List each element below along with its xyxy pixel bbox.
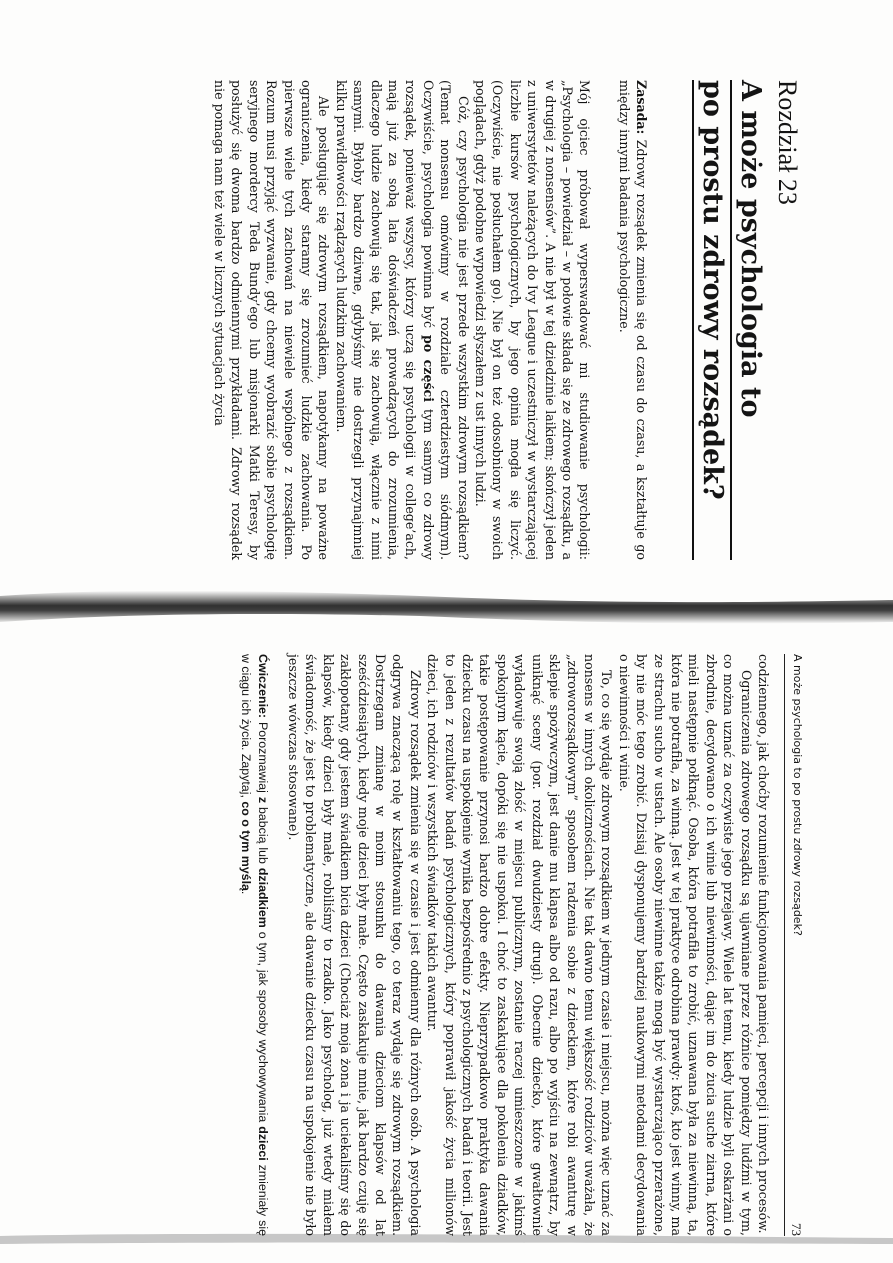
page-right: [88, 640, 808, 1250]
exercise-bold-1: z: [255, 796, 270, 804]
chapter-label: Rozdział 23: [773, 80, 802, 205]
left-paragraph-2-end: tym samym co zdrowy rozsądek, ponieważ wszyscy, którzy uczą się psychologii w college’ach, mają już za sobą lata doświadczeń prowadzących do zrozumienia, dlaczego ludzie zachowują się tak, jak się zachowują, włącznie z nimi samymi. Byłoby bardzo dziwne, gdybyśmy nie dostrzegli przynajmniej kilku prawidłowości rządzących ludzkim zachowaniem.: [333, 80, 436, 560]
chapter-title-line-1: A może psychologia to: [730, 80, 766, 560]
page-left: [88, 60, 808, 580]
right-paragraph-2: Ograniczenia zdrowego rozsądku są ujawniane przez różnice pomiędzy ludźmi w tym, co można uznać za oczywiste jego przejawy. Wiele lat temu, kiedy ludzie byli oskarżani o zbrodnie, decydowano o ich winie lub niewinności, dając im do żucia suche ziarna, które mieli następnie połknąć. Osoba, która potrafiła to zrobić, uznawana była za niewinną, ta, która nie potrafiła, za winną. Jest w tej praktyce odrobina prawdy: ktoś, kto jest winny, ma ze strachu sucho w ustach. Ale osoby niewinne także mogą być wystarczająco przerażone, by nie móc tego zrobić. Dzisiaj dysponujemy bardziej naukowymi metodami decydowania o niewinności i winie.: [616, 654, 754, 1236]
principle-text: Zdrowy rozsądek zmienia się od czasu do czasu, a kształtuje go między innymi badania psychologiczne.: [616, 80, 650, 560]
running-header-title: A może psychologia to po prostu zdrowy rozsądek?: [791, 654, 804, 936]
chapter-title-line-2: po prostu zdrowy rozsądek?: [692, 80, 728, 560]
right-paragraph-3: To, co się wydaje zdrowym rozsądkiem w jednym czasie i miejscu, można więc uznać za nonsens w innych okolicznościach. Nie tak dawno temu większość rodziców uważała, że „zdroworozsądkowym” sposobem radzenia sobie z dzieckiem, które robi awanturę w sklepie spożywczym, jest danie mu klapsa albo od razu, albo po wyjściu na zewnątrz, by uniknąć sceny (por. rozdział dwudziesty drugi). Obecnie dziecko, które gwałtownie wyładowuje swoją złość w miejscu publicznym, zostanie raczej umieszczone w jakimś spokojnym kącie, dopóki się nie uspokoi. I choć to zaskakujące dla pokolenia dziadków, takie postępowanie przynosi bardzo dobre efekty. Nieprzypadkowo praktyka dawania dziecku czasu na uspokojenie wynika bezpośrednio z psychologicznych badań i teorii. Jest to jeden z rezultatów badań psychologicznych, który poprawił jakość życia milionów dzieci, ich rodziców i wszystkich świadków takich awantur.: [425, 654, 615, 1236]
left-paragraph-2: [332, 80, 471, 560]
running-header: [784, 654, 804, 1236]
exercise-text-1: Porozmawiaj: [255, 718, 270, 797]
exercise-text-3: o tym, jak sposoby wychowywania: [255, 927, 270, 1127]
exercise-label: Ćwiczenie:: [255, 654, 270, 719]
right-paragraph-4: Zdrowy rozsądek zmienia się w czasie i jest odmienny dla różnych osób. A psychologia odgrywa znaczącą rolę w kształtowaniu tego, co teraz wydaje się zdrowym rozsądkiem. Dostrzegam zmianę w moim stosunku do dawania dzieciom klapsów od lat sześćdziesiątych, kiedy moje dzieci były małe. Często zaskakuje mnie, jak bardzo czuję się zakłopotany, gdy jestem świadkiem bicia dzieci (Chociaż moja żona i ja uciekaliśmy się do klapsów, kiedy dzieci były małe, robiliśmy to rzadko. Jako psycholog, już wtedy miałem świadomość, że jest to problematyczne, ale dawanie dziecku czasu na uspokojenie nie było jeszcze wówczas stosowane).: [286, 654, 423, 1236]
page-number: 73: [789, 1223, 804, 1236]
principle: [615, 80, 650, 560]
left-paragraph-2-bold: po części: [420, 335, 436, 402]
chapter-title: [692, 80, 766, 560]
exercise-text-4: zmieniały się w ciągu ich życia. Zapytaj,: [238, 654, 270, 1237]
exercise-text-2: babcią lub: [255, 803, 270, 868]
exercise: [237, 654, 271, 1236]
left-paragraph-3: Ale posługując się zdrowym rozsądkiem, napotykamy na poważne ograniczenia, kiedy staramy się zrozumieć ludzkie zachowania. Po pierwsze wiele tych zachowań na niewiele wspólnego z rozsądkiem. Rozum musi przyjąć wyzwanie, gdy chcemy wyobrazić sobie psychologię seryjnego mordercy Teda Bundy’ego lub misjonarki Matki Teresy, by posłużyć się dwoma bardzo odmiennymi przykładami. Zdrowy rozsądek nie pomaga nam też wiele w licznych sytuacjach życia: [211, 80, 332, 560]
exercise-bold-2: dziadkiem: [255, 867, 270, 928]
left-paragraph-1: Mój ojciec próbował wyperswadować mi studiowanie psychologii: „Psychologia – powiedział – w połowie składa się ze zdrowego rozsądku, a w drugiej z nonsensów”. A nie był w tej dziedzinie laikiem; skończył jeden z uniwersytetów należących do Ivy League i uczestniczył w wystarczającej liczbie kursów psychologicznych, by jego opinia mogła się liczyć. (Oczywiście, nie posłuchałem go). Nie był on też odosobniony w swoich poglądach, gdyż podobne wypowiedzi słyszałem z ust innych ludzi.: [473, 80, 593, 560]
exercise-text-5: .: [238, 890, 253, 895]
exercise-bold-4: co o tym myślą: [238, 801, 253, 891]
left-paragraph-2-start: Cóż, czy psychologia nie jest przede wszystkim zdrowym rozsądkiem? (Temat nonsensu omówimy w rozdziale czterdziestym siódmym). Oczywiście, psychologia powinna być: [420, 80, 471, 560]
principle-label: Zasada:: [634, 80, 650, 135]
book-gutter-shadow: [0, 582, 893, 638]
exercise-bold-3: dzieci: [255, 1126, 270, 1161]
right-paragraph-1: codziennego, jak choćby rozumienie funkcjonowania pamięci, percepcji i innych procesów.: [756, 654, 771, 1234]
